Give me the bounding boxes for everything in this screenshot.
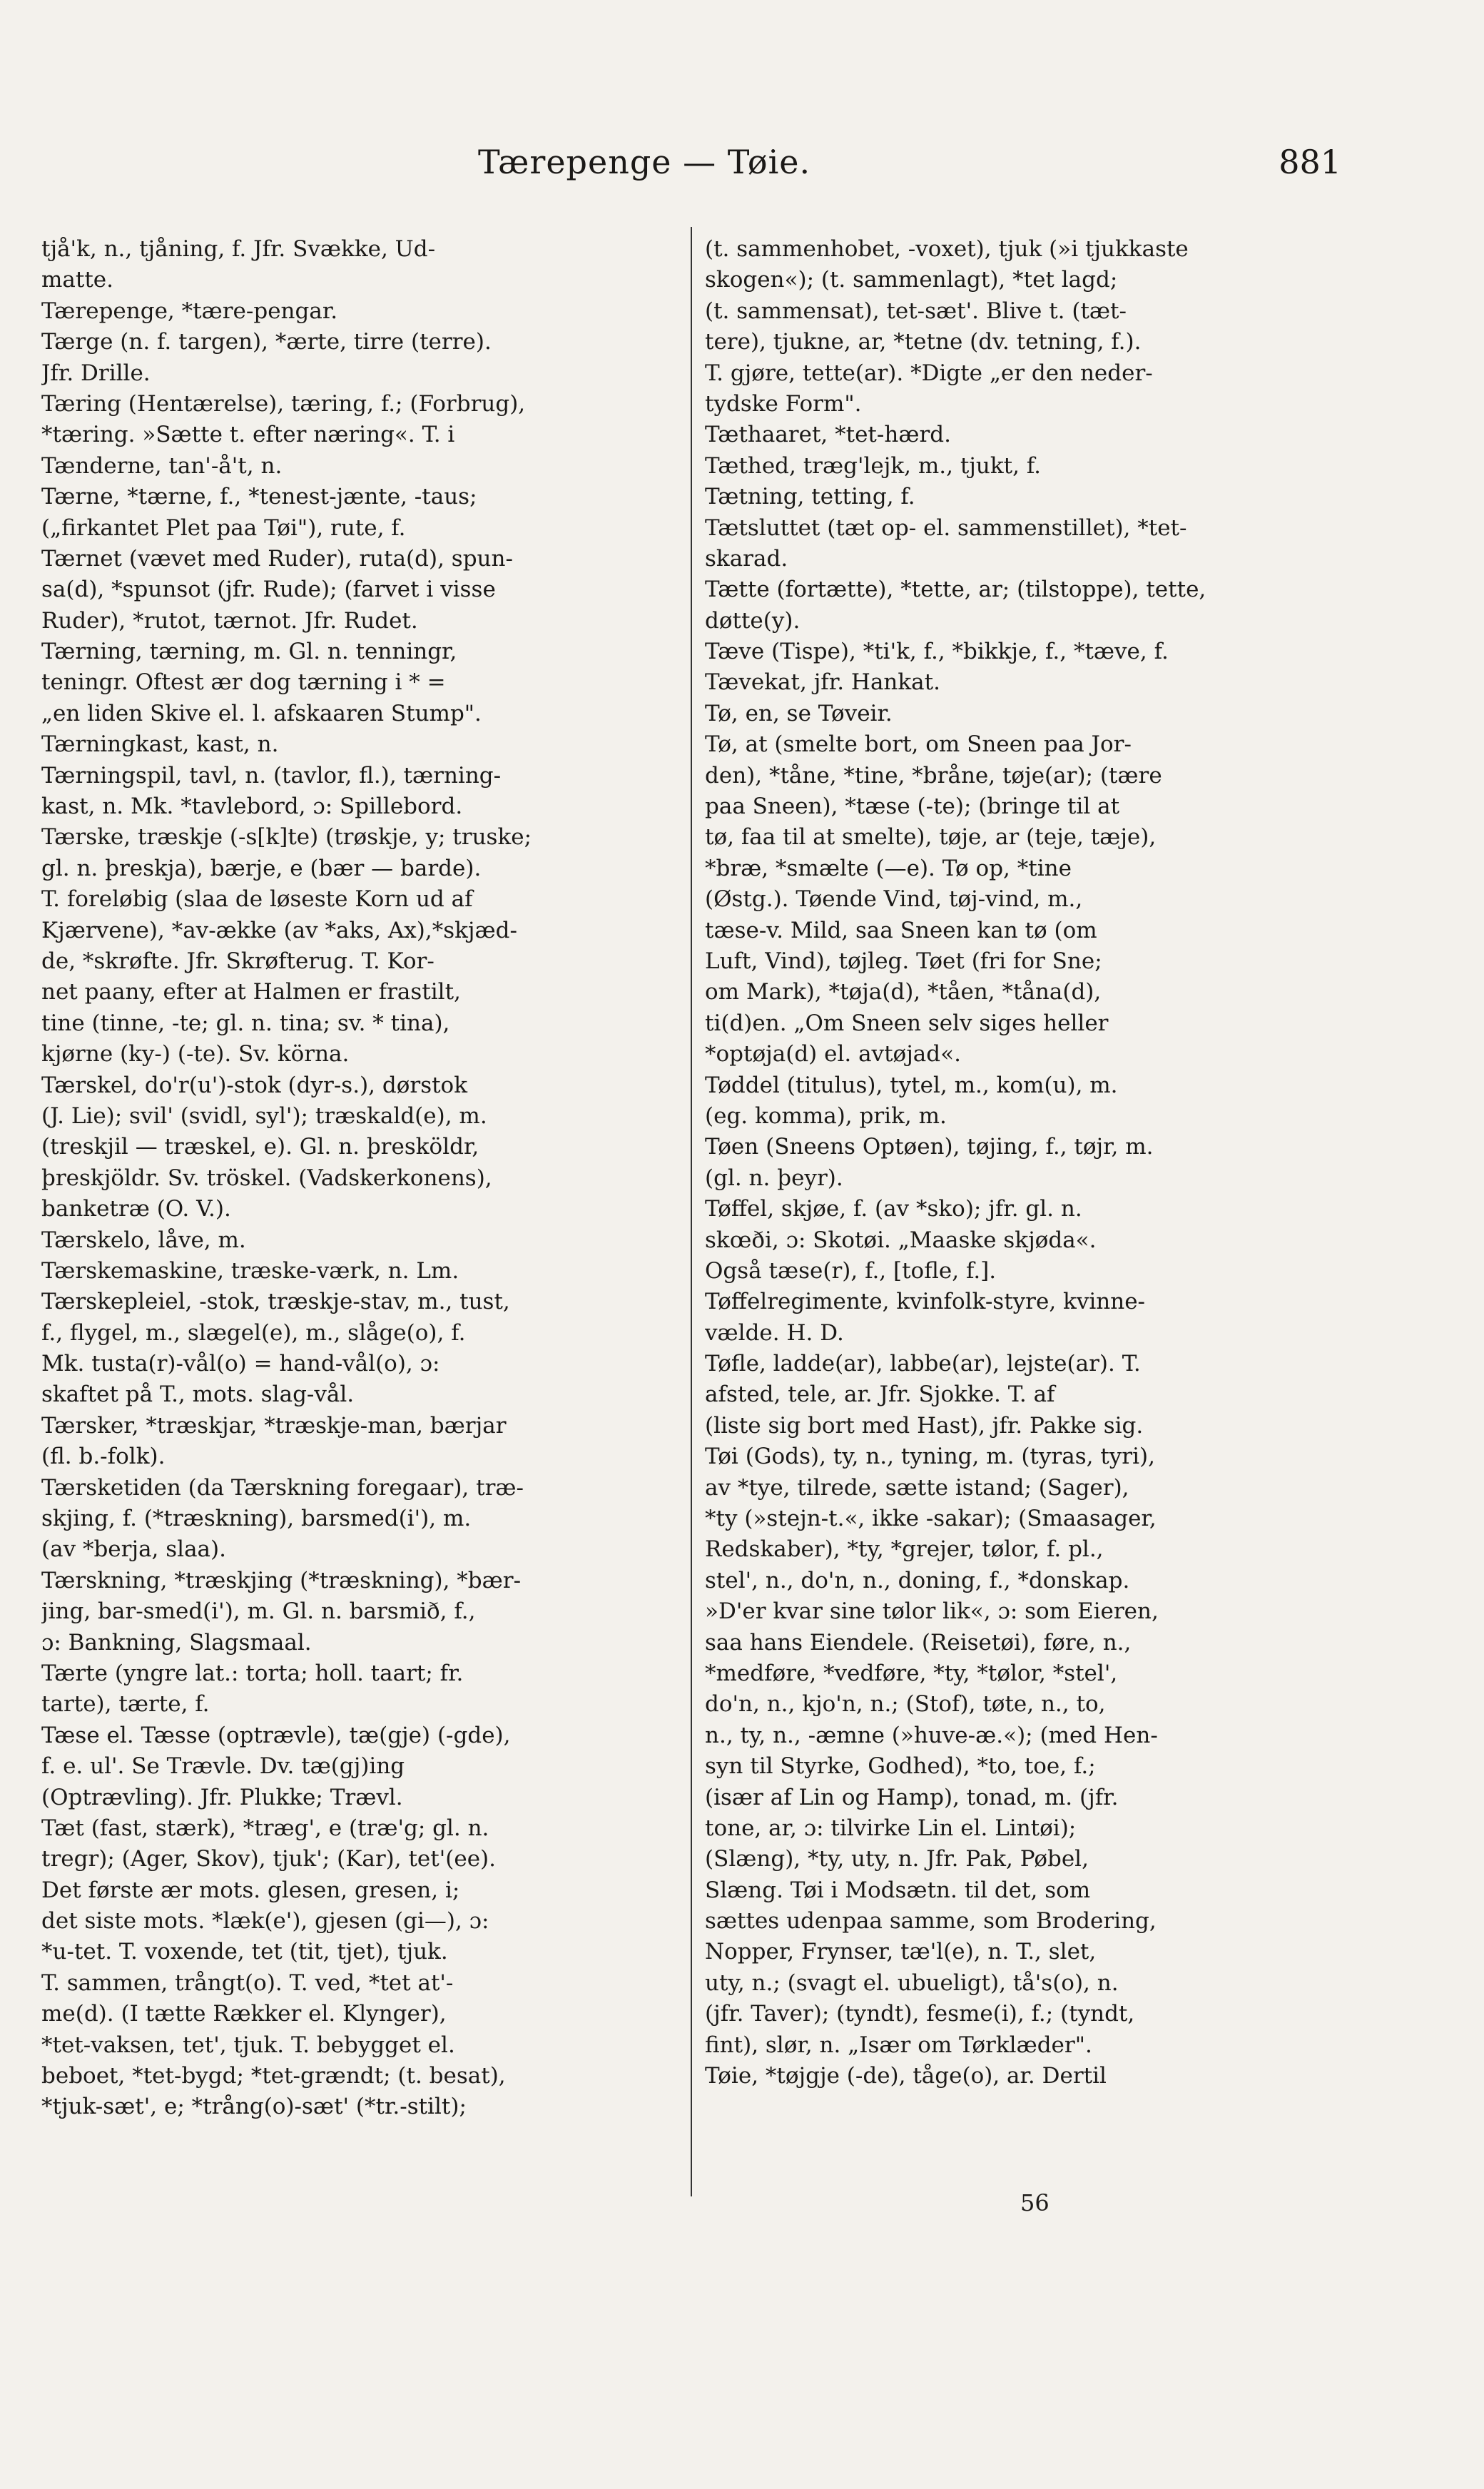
text-line: av *tye, tilrede, sætte istand; (Sager), xyxy=(705,1474,1129,1501)
text-line: („firkantet Plet paa Tøi"), rute, f. xyxy=(41,514,406,541)
left-column xyxy=(41,234,676,2123)
text-line: Tærsketiden (da Tærskning foregaar), træ- xyxy=(41,1474,524,1501)
text-line: skjing, f. (*træskning), barsmed(i'), m. xyxy=(41,1506,472,1532)
text-line: Tærskning, *træskjing (*træskning), *bær- xyxy=(41,1567,522,1593)
text-line: *ty (»stejn-t.«, ikke -sakar); (Smaasager, xyxy=(705,1506,1157,1532)
text-line: det siste mots. *læk(e'), gjesen (gi—), ɔ: xyxy=(41,1908,489,1935)
text-line: »D'er kvar sine tølor lik«, ɔ: som Eieren, xyxy=(705,1598,1159,1625)
text-line: matte. xyxy=(41,267,113,293)
text-line: Tøie, *tøjgje (-de), tåge(o), ar. Dertil xyxy=(705,2063,1107,2089)
text-line: tere), tjukne, ar, *tetne (dv. tetning, f.). xyxy=(705,329,1142,355)
text-line: *tæring. »Sætte t. efter næring«. T. i xyxy=(41,422,455,448)
text-line: Tøfle, ladde(ar), labbe(ar), lejste(ar). T. xyxy=(705,1351,1141,1377)
text-line: døtte(y). xyxy=(705,607,801,634)
text-line: *tet-vaksen, tet', tjuk. T. bebygget el. xyxy=(41,2032,455,2058)
text-line: Tætning, tetting, f. xyxy=(705,484,915,510)
text-line: (gl. n. þeyr). xyxy=(705,1165,843,1191)
text-line: Luft, Vind), tøjleg. Tøet (fri for Sne; xyxy=(705,948,1102,974)
text-line: saa hans Eiendele. (Reisetøi), føre, n., xyxy=(705,1629,1132,1656)
text-line: (fl. b.-folk). xyxy=(41,1444,166,1470)
text-line: Tærske, træskje (-s[k]te) (trøskje, y; truske; xyxy=(41,824,532,851)
text-line: *optøja(d) el. avtøjad«. xyxy=(705,1041,961,1068)
text-line: f., flygel, m., slægel(e), m., slåge(o), f. xyxy=(41,1319,466,1346)
text-line: Tæthed, træg'lejk, m., tjukt, f. xyxy=(705,452,1042,479)
text-line: fint), slør, n. „Især om Tørklæder". xyxy=(705,2032,1092,2058)
text-line: tæse-v. Mild, saa Sneen kan tø (om xyxy=(705,917,1097,943)
text-line: f. e. ul'. Se Trævle. Dv. tæ(gj)ing xyxy=(41,1753,405,1780)
text-line: n., ty, n., -æmne (»huve-æ.«); (med Hen- xyxy=(705,1722,1158,1748)
text-line: Tøddel (titulus), tytel, m., kom(u), m. xyxy=(705,1072,1118,1098)
text-line: (jfr. Taver); (tyndt), fesme(i), f.; (tyndt, xyxy=(705,2001,1135,2027)
text-line: Tæve (Tispe), *ti'k, f., *bikkje, f., *tæve, f. xyxy=(705,639,1169,665)
text-line: Også tæse(r), f., [tofle, f.]. xyxy=(705,1257,997,1284)
text-line: Redskaber), *ty, *grejer, tølor, f. pl., xyxy=(705,1536,1104,1563)
text-line: T. foreløbig (slaa de løseste Korn ud af xyxy=(41,886,473,913)
text-line: Tærepenge, *tære-pengar. xyxy=(41,298,338,324)
text-line: Tærte (yngre lat.: torta; holl. taart; fr. xyxy=(41,1660,464,1686)
text-line: Tæring (Hentærelse), tæring, f.; (Forbrug), xyxy=(41,390,526,417)
text-line: beboet, *tet-bygd; *tet-grændt; (t. besat), xyxy=(41,2063,506,2089)
page-header xyxy=(0,143,1484,193)
text-line: do'n, n., kjo'n, n.; (Stof), tøte, n., to, xyxy=(705,1691,1106,1718)
text-line: Kjærvene), *av-ække (av *aks, Ax),*skjæd- xyxy=(41,917,517,943)
text-line: Tærning, tærning, m. Gl. n. tenningr, xyxy=(41,639,457,665)
text-line: tone, ar, ɔ: tilvirke Lin el. Lintøi); xyxy=(705,1815,1077,1841)
text-line: tregr); (Ager, Skov), tjuk'; (Kar), tet'(ee). xyxy=(41,1846,496,1872)
text-line: (J. Lie); svil' (svidl, syl'); træskald(e), m. xyxy=(41,1102,487,1129)
text-line: vælde. H. D. xyxy=(705,1319,844,1346)
text-line: stel', n., do'n, n., doning, f., *donskap. xyxy=(705,1567,1130,1593)
text-line: Tøffel, skjøe, f. (av *sko); jfr. gl. n. xyxy=(705,1196,1082,1222)
text-line: (av *berja, slaa). xyxy=(41,1536,226,1563)
column-divider xyxy=(691,227,692,2196)
right-column xyxy=(705,234,1340,2092)
text-line: Mk. tusta(r)-vål(o) = hand-vål(o), ɔ: xyxy=(41,1351,440,1377)
text-line: (Optrævling). Jfr. Plukke; Trævl. xyxy=(41,1784,403,1810)
text-line: Slæng. Tøi i Modsætn. til det, som xyxy=(705,1877,1091,1903)
text-line: (t. sammenhobet, -voxet), tjuk (»i tjukkaste xyxy=(705,236,1189,262)
text-line: Tærningkast, kast, n. xyxy=(41,731,279,758)
text-line: Tæthaaret, *tet-hærd. xyxy=(705,422,951,448)
text-line: (treskjil — træskel, e). Gl. n. þresköldr, xyxy=(41,1134,479,1160)
text-line: Tærskelo, låve, m. xyxy=(41,1227,246,1253)
text-line: Tærskemaskine, træske-værk, n. Lm. xyxy=(41,1257,459,1284)
text-line: *medføre, *vedføre, *ty, *tølor, *stel', xyxy=(705,1660,1118,1686)
text-line: Tærningspil, tavl, n. (tavlor, fl.), tærning- xyxy=(41,762,502,789)
text-line: skaftet på T., mots. slag-vål. xyxy=(41,1382,355,1408)
text-line: ɔ: Bankning, Slagsmaal. xyxy=(41,1629,312,1656)
text-line: sa(d), *spunsot (jfr. Rude); (farvet i visse xyxy=(41,577,496,603)
text-line: kjørne (ky-) (-te). Sv. körna. xyxy=(41,1041,350,1068)
text-line: Tærnet (vævet med Ruder), ruta(d), spun- xyxy=(41,545,513,572)
text-line: Tøffelregimente, kvinfolk-styre, kvinne- xyxy=(705,1289,1146,1315)
text-line: Tæt (fast, stærk), *træg', e (træ'g; gl. n. xyxy=(41,1815,489,1841)
text-line: tø, faa til at smelte), tøje, ar (teje, tæje), xyxy=(705,824,1157,851)
text-line: „en liden Skive el. l. afskaaren Stump". xyxy=(41,700,482,726)
text-line: tjå'k, n., tjåning, f. Jfr. Svække, Ud- xyxy=(41,236,436,262)
signature-mark: 56 xyxy=(1020,2189,1050,2216)
text-line: den), *tåne, *tine, *bråne, tøje(ar); (tære xyxy=(705,762,1162,789)
text-line: sættes udenpaa samme, som Brodering, xyxy=(705,1908,1157,1935)
text-line: Tætte (fortætte), *tette, ar; (tilstoppe), tette, xyxy=(705,577,1206,603)
text-line: *tjuk-sæt', e; *trång(o)-sæt' (*tr.-stilt); xyxy=(41,2094,467,2120)
text-line: Tærne, *tærne, f., *tenest-jænte, -taus; xyxy=(41,484,477,510)
text-line: Tænderne, tan'-å't, n. xyxy=(41,452,283,479)
text-line: teningr. Oftest ær dog tærning i * = xyxy=(41,669,446,696)
text-line: (t. sammensat), tet-sæt'. Blive t. (tæt- xyxy=(705,298,1127,324)
text-line: Tætsluttet (tæt op- el. sammenstillet), *tet- xyxy=(705,514,1187,541)
text-line: Ruder), *rutot, tærnot. Jfr. Rudet. xyxy=(41,607,418,634)
text-line: tine (tinne, -te; gl. n. tina; sv. * tina), xyxy=(41,1010,450,1036)
text-line: Tærge (n. f. targen), *ærte, tirre (terre). xyxy=(41,329,492,355)
text-line: Tærskel, do'r(u')-stok (dyr-s.), dørstok xyxy=(41,1072,468,1098)
text-line: me(d). (I tætte Rækker el. Klynger), xyxy=(41,2001,447,2027)
text-line: skœði, ɔ: Skotøi. „Maaske skjøda«. xyxy=(705,1227,1097,1253)
text-line: paa Sneen), *tæse (-te); (bringe til at xyxy=(705,794,1120,820)
text-line: Det første ær mots. glesen, gresen, i; xyxy=(41,1877,460,1903)
text-line: (eg. komma), prik, m. xyxy=(705,1102,947,1129)
text-line: Tæse el. Tæsse (optrævle), tæ(gje) (-gde), xyxy=(41,1722,511,1748)
text-line: skarad. xyxy=(705,545,788,572)
running-head: Tærepenge — Tøie. xyxy=(478,143,811,181)
text-line: kast, n. Mk. *tavlebord, ɔ: Spillebord. xyxy=(41,794,463,820)
text-line: Tøen (Sneens Optøen), tøjing, f., tøjr, m. xyxy=(705,1134,1154,1160)
text-line: (liste sig bort med Hast), jfr. Pakke sig. xyxy=(705,1412,1144,1439)
text-line: Tærsker, *træskjar, *træskje-man, bærjar xyxy=(41,1412,507,1439)
page-number: 881 xyxy=(1279,143,1341,181)
text-line: (Slæng), *ty, uty, n. Jfr. Pak, Pøbel, xyxy=(705,1846,1089,1872)
text-line: Tø, en, se Tøveir. xyxy=(705,700,893,726)
text-line: net paany, efter at Halmen er frastilt, xyxy=(41,979,461,1005)
text-line: om Mark), *tøja(d), *tåen, *tåna(d), xyxy=(705,979,1102,1005)
text-line: uty, n.; (svagt el. ubueligt), tå's(o), n. xyxy=(705,1970,1119,1996)
text-line: T. gjøre, tette(ar). *Digte „er den neder- xyxy=(705,360,1153,386)
text-line: Jfr. Drille. xyxy=(41,360,151,386)
text-line: þreskjöldr. Sv. tröskel. (Vadskerkonens), xyxy=(41,1165,492,1191)
text-line: *u-tet. T. voxende, tet (tit, tjet), tjuk. xyxy=(41,1939,448,1965)
text-line: ti(d)en. „Om Sneen selv siges heller xyxy=(705,1010,1109,1036)
text-line: banketræ (O. V.). xyxy=(41,1196,231,1222)
text-line: skogen«); (t. sammenlagt), *tet lagd; xyxy=(705,267,1118,293)
text-line: Tøi (Gods), ty, n., tyning, m. (tyras, tyri), xyxy=(705,1444,1155,1470)
text-line: *bræ, *smælte (—e). Tø op, *tine xyxy=(705,855,1072,881)
text-line: de, *skrøfte. Jfr. Skrøfterug. T. Kor- xyxy=(41,948,434,974)
text-line: afsted, tele, ar. Jfr. Sjokke. T. af xyxy=(705,1382,1055,1408)
text-line: Tærskepleiel, -stok, træskje-stav, m., tust, xyxy=(41,1289,510,1315)
text-line: syn til Styrke, Godhed), *to, toe, f.; xyxy=(705,1753,1096,1780)
text-line: Nopper, Frynser, tæ'l(e), n. T., slet, xyxy=(705,1939,1097,1965)
text-line: jing, bar-smed(i'), m. Gl. n. barsmið, f., xyxy=(41,1598,476,1625)
text-line: (Østg.). Tøende Vind, tøj-vind, m., xyxy=(705,886,1083,913)
text-line: Tævekat, jfr. Hankat. xyxy=(705,669,940,696)
text-line: tarte), tærte, f. xyxy=(41,1691,210,1718)
text-line: (især af Lin og Hamp), tonad, m. (jfr. xyxy=(705,1784,1119,1810)
text-line: Tø, at (smelte bort, om Sneen paa Jor- xyxy=(705,731,1132,758)
text-line: tydske Form". xyxy=(705,390,862,417)
text-line: gl. n. þreskja), bærje, e (bær — barde). xyxy=(41,855,482,881)
text-line: T. sammen, trångt(o). T. ved, *tet at'- xyxy=(41,1970,454,1996)
